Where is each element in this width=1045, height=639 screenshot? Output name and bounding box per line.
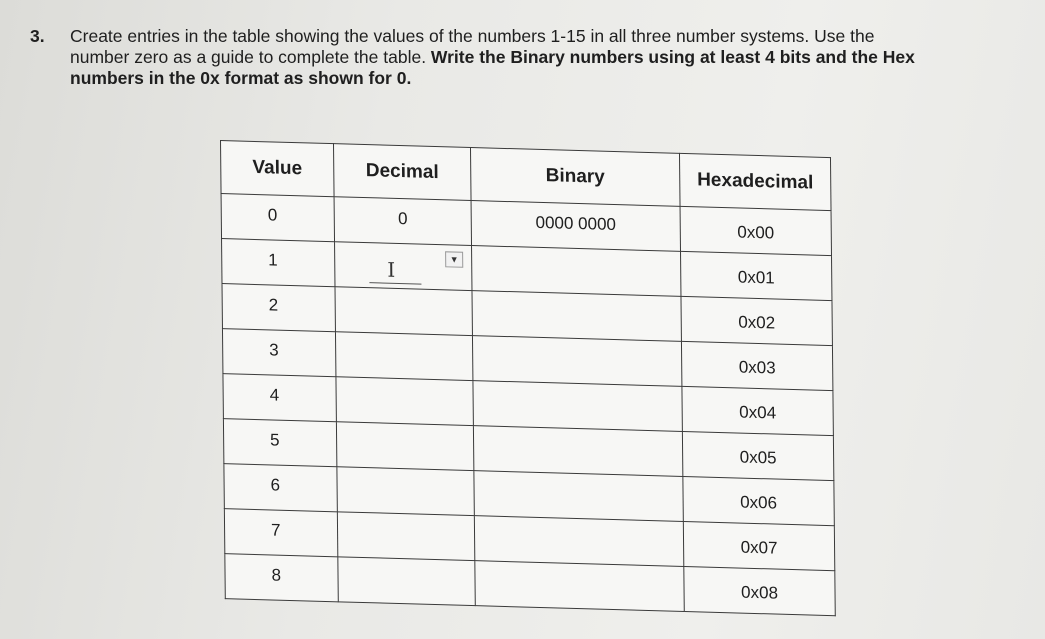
cell-decimal-text [337,422,473,436]
question-line-3-bold: numbers in the 0x format as shown for 0. [70,68,412,88]
cell-value [224,464,337,512]
header-binary: Binary [470,147,680,206]
cell-decimal[interactable] [334,197,471,246]
cell-value [222,329,335,377]
cell-binary[interactable] [475,561,684,612]
cell-binary[interactable] [472,246,681,297]
cell-value [223,374,336,422]
text-cursor-icon: I [387,257,396,282]
cell-decimal-active[interactable] [335,242,472,291]
cell-hex [683,476,834,525]
cell-decimal[interactable] [336,422,473,471]
cell-value-text: 5 [270,430,280,450]
cell-binary[interactable] [474,516,683,567]
cell-decimal[interactable] [335,332,472,381]
cell-decimal[interactable] [338,557,475,606]
cell-hex-text: 0x05 [739,447,777,468]
cell-decimal[interactable] [337,467,474,516]
cell-value [225,554,338,602]
cell-binary-text: 0000 0000 [535,212,617,235]
cell-hex-text: 0x03 [738,357,776,378]
number-systems-table-wrapper [220,140,836,616]
question-text [70,26,1030,89]
header-decimal: Decimal [333,144,471,201]
cell-decimal[interactable] [336,377,473,426]
cell-decimal-text [338,557,474,571]
header-value: Value [221,141,335,197]
cell-value-text: 2 [268,295,279,315]
question-line-2-bold: Write the Binary numbers using at least 4 bits and the Hex [430,47,915,67]
cell-hex-text: 0x04 [739,402,777,423]
cell-hex-text: 0x02 [738,312,776,333]
cell-binary[interactable] [474,471,683,522]
cell-decimal-text [338,512,474,526]
cell-hex [681,251,832,300]
cell-hex-text: 0x08 [741,582,779,603]
cell-decimal-text [336,332,472,346]
cell-value-text: 6 [270,475,281,495]
cell-value [222,284,335,332]
cell-value-text: 3 [269,340,279,360]
cell-value-text: 0 [267,205,278,225]
header-hexadecimal: Hexadecimal [679,153,831,210]
cell-value [224,509,337,557]
cell-hex [681,296,832,345]
cell-binary[interactable] [473,381,682,432]
cell-input-underline [369,282,421,284]
question-line-2: number zero as a guide to complete the table. [70,47,431,67]
cell-decimal-text [337,467,473,481]
cell-binary[interactable] [473,426,682,477]
number-systems-table [220,140,836,616]
question-line-1: Create entries in the table showing the values of the numbers 1-15 in all three number systems. Use the [70,26,875,46]
cell-hex [684,566,835,615]
cell-binary[interactable] [471,201,680,252]
cell-hex [682,386,833,435]
cell-hex-text: 0x00 [737,222,775,243]
cell-decimal-text [336,377,472,391]
cell-hex [680,206,831,255]
cell-value-text: 8 [271,565,282,585]
cell-decimal-text: 0 [397,208,408,229]
cell-hex [681,341,832,390]
cell-hex-text: 0x06 [740,492,778,513]
chevron-down-icon[interactable]: ▼ [445,251,463,268]
cell-decimal[interactable] [335,287,472,336]
cell-hex-text: 0x01 [737,267,775,288]
cell-value [222,239,335,287]
cell-value-text: 7 [270,520,281,540]
cell-value-text: 4 [269,385,280,405]
cell-hex-text: 0x07 [740,537,778,558]
cell-value [223,419,336,467]
cell-decimal[interactable] [337,512,474,561]
cell-hex [682,431,833,480]
question-number: 3. [30,26,45,46]
cell-binary[interactable] [472,291,681,342]
cell-binary[interactable] [472,336,681,387]
cell-value [221,194,334,242]
cell-value-text: 1 [268,250,278,270]
cell-hex [683,521,834,570]
